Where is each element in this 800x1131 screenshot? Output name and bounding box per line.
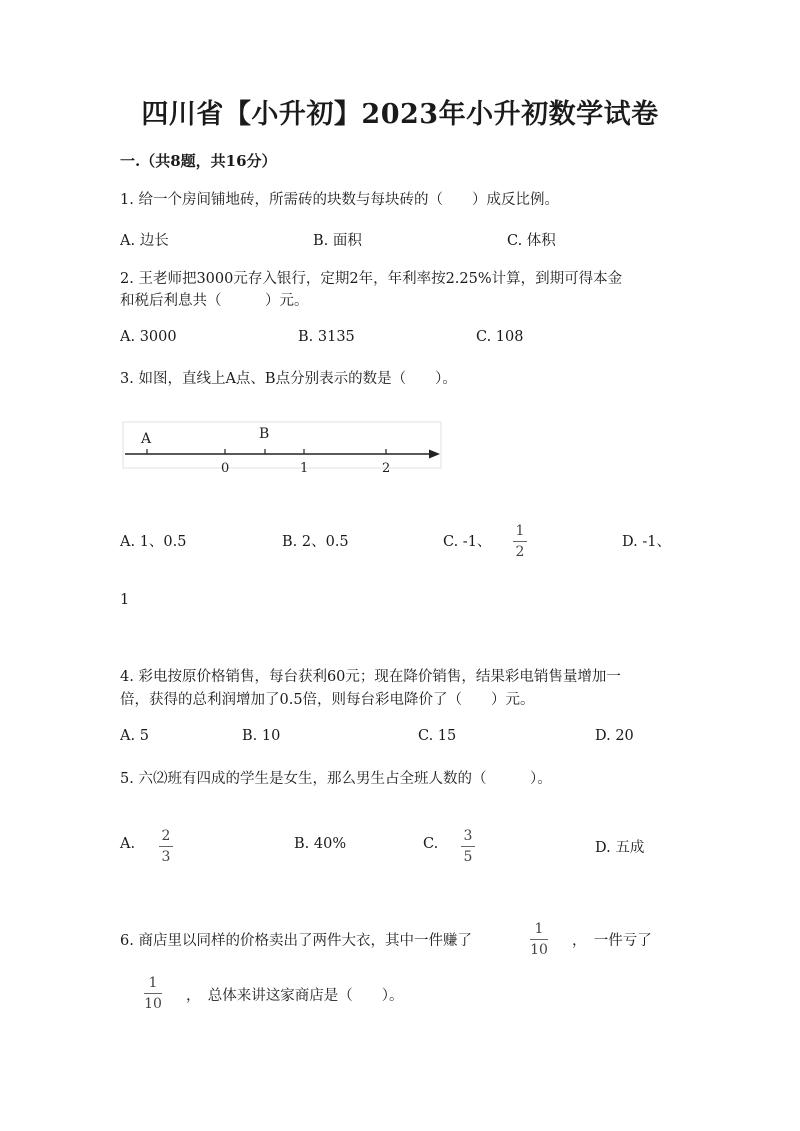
question-1-option-a[interactable]: A. 边长 bbox=[120, 233, 169, 249]
question-1-option-b[interactable]: B. 面积 bbox=[313, 233, 362, 249]
fraction-numerator: 1 bbox=[148, 975, 158, 991]
question-1-text: 1. 给一个房间铺地砖，所需砖的块数与每块砖的（ ）成反比例。 bbox=[120, 192, 559, 208]
page-title: 四川省【小升初】2023年小升初数学试卷 bbox=[141, 99, 659, 130]
question-3-option-a[interactable]: A. 1、0.5 bbox=[120, 534, 187, 550]
fraction-numerator: 2 bbox=[161, 828, 171, 844]
question-2-text-line2: 和税后利息共（ ）元。 bbox=[120, 293, 309, 309]
question-3-option-c[interactable]: C. -1、 bbox=[443, 534, 492, 550]
question-5-option-b[interactable]: B. 40% bbox=[294, 836, 347, 852]
number-line-figure bbox=[120, 418, 450, 478]
question-3-option-d[interactable]: D. -1、 bbox=[622, 534, 671, 550]
fraction-numerator: 1 bbox=[515, 523, 525, 539]
tick-label-2: 2 bbox=[382, 461, 391, 476]
question-2-text-line1: 2. 王老师把3000元存入银行，定期2年，年利率按2.25%计算，到期可得本金 bbox=[120, 271, 623, 287]
question-5-option-a-fraction bbox=[159, 829, 173, 864]
question-4-option-a[interactable]: A. 5 bbox=[120, 728, 149, 744]
question-5-text: 5. 六⑵班有四成的学生是女生，那么男生占全班人数的（ ）。 bbox=[120, 771, 552, 787]
question-6-text-part2: ， 一件亏了 bbox=[572, 933, 652, 949]
question-4-text-line2: 倍，获得的总利润增加了0.5倍，则每台彩电降价了（ ）元。 bbox=[120, 692, 535, 708]
question-5-option-c-fraction bbox=[461, 829, 475, 864]
arrow-head-icon bbox=[429, 450, 440, 459]
figure-border bbox=[123, 422, 441, 468]
question-6-fraction-1 bbox=[530, 922, 548, 957]
tick-label-0: 0 bbox=[221, 461, 230, 476]
question-4-option-b[interactable]: B. 10 bbox=[242, 728, 281, 744]
section-heading: 一.（共8题，共16分） bbox=[120, 152, 277, 170]
question-2-option-a[interactable]: A. 3000 bbox=[120, 329, 177, 345]
fraction-denominator: 10 bbox=[144, 996, 162, 1012]
fraction-denominator: 2 bbox=[515, 544, 525, 560]
question-3-text: 3. 如图，直线上A点、B点分别表示的数是（ ）。 bbox=[120, 371, 457, 387]
question-6-text-part1: 6. 商店里以同样的价格卖出了两件大衣，其中一件赚了 bbox=[120, 933, 472, 949]
fraction-numerator: 1 bbox=[534, 921, 544, 937]
fraction-denominator: 5 bbox=[463, 849, 473, 865]
question-3-option-c-fraction bbox=[513, 524, 527, 559]
tick-label-1: 1 bbox=[300, 461, 309, 476]
fraction-denominator: 3 bbox=[161, 849, 171, 865]
question-5-option-a[interactable]: A. bbox=[120, 836, 136, 852]
question-5-option-d[interactable]: D. 五成 bbox=[595, 840, 645, 856]
fraction-numerator: 3 bbox=[463, 828, 473, 844]
question-4-option-d[interactable]: D. 20 bbox=[595, 728, 634, 744]
point-b-label: B bbox=[259, 426, 270, 442]
question-3-option-d-value: 1 bbox=[120, 592, 130, 608]
question-1-option-c[interactable]: C. 体积 bbox=[507, 233, 556, 249]
question-2-option-c[interactable]: C. 108 bbox=[476, 329, 524, 345]
fraction-denominator: 10 bbox=[530, 942, 548, 958]
question-2-option-b[interactable]: B. 3135 bbox=[298, 329, 355, 345]
question-6-text-part3: ， 总体来讲这家商店是（ ）。 bbox=[186, 988, 404, 1004]
question-4-option-c[interactable]: C. 15 bbox=[418, 728, 457, 744]
point-a-label: A bbox=[141, 431, 152, 447]
question-6-fraction-2 bbox=[144, 976, 162, 1011]
question-3-option-b[interactable]: B. 2、0.5 bbox=[282, 534, 349, 550]
question-5-option-c[interactable]: C. bbox=[423, 836, 439, 852]
question-4-text-line1: 4. 彩电按原价格销售，每台获利60元；现在降价销售，结果彩电销售量增加一 bbox=[120, 669, 621, 685]
